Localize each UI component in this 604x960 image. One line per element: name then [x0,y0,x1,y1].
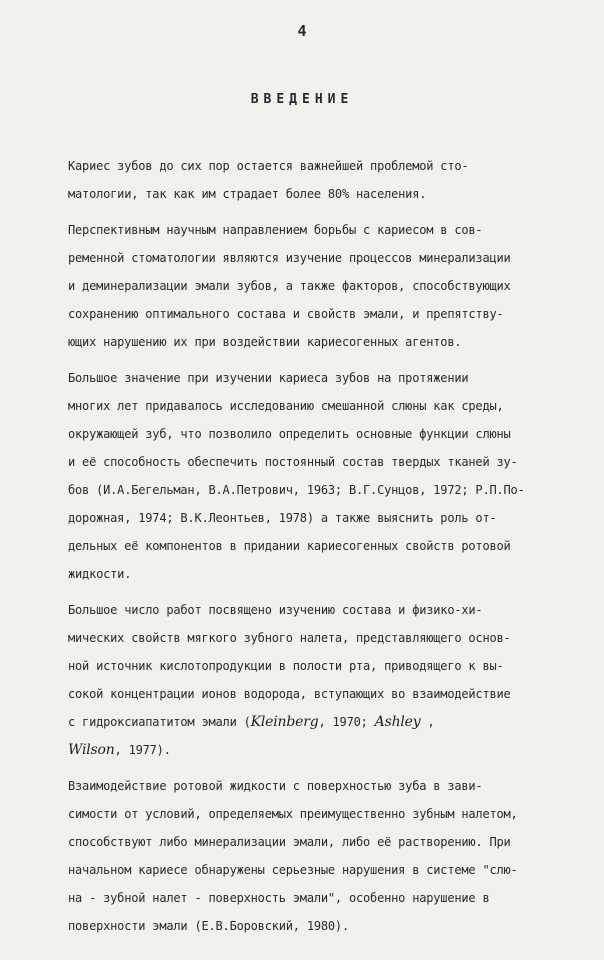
text-line: симости от условий, определяемых преимущественно зубным налетом, [68,807,518,821]
text-line: матологии, так как им страдает более 80% населения. [68,187,427,201]
page-number: 4 [297,22,307,40]
text-line: окружающей зуб, что позволило определить основные функции слюны [68,427,511,441]
text-line: ющих нарушению их при воздействии кариесогенных агентов. [68,335,462,349]
handwritten-author-name: Ashley [374,714,421,730]
text-line: и деминерализации эмали зубов, а также факторов, способствующих [68,279,511,293]
text-line: мических свойств мягкого зубного налета, представляющего основ- [68,631,511,645]
text-line: и её способность обеспечить постоянный состав твердых тканей зу- [68,455,518,469]
text-line: ной источник кислотопродукции в полости рта, приводящего к вы- [68,659,504,673]
text-line: сокой концентрации ионов водорода, вступающих во взаимодействие [68,687,511,701]
typed-text: с гидроксиапатитом эмали ( [68,715,251,729]
text-line: на - зубной налет - поверхность эмали", особенно нарушение в [68,891,490,905]
paragraph [68,216,554,356]
handwritten-author-name: Wilson [68,742,115,758]
paragraph [68,772,554,940]
text-line: Взаимодействие ротовой жидкости с поверхностью зуба в зави- [68,779,483,793]
text-line: Большое значение при изучении кариеса зубов на протяжении [68,371,469,385]
typed-text: , 1970; [318,715,375,729]
typed-text: , 1977). [114,743,171,757]
text-line: способствуют либо минерализации эмали, либо её растворению. При [68,835,511,849]
text-line: сохранению оптимального состава и свойств эмали, и препятству- [68,307,504,321]
text-line: многих лет придавалось исследованию смешанной слюны как среды, [68,399,504,413]
paragraph [68,152,554,208]
text-line: поверхности эмали (Е.В.Боровский, 1980). [68,919,349,933]
text-line: Перспективным научным направлением борьбы с кариесом в сов- [68,223,483,237]
typed-text: , [420,715,435,729]
text-line: дельных её компонентов в придании кариесогенных свойств ротовой [68,539,511,553]
text-line-with-handwriting [68,736,554,764]
handwritten-author-name: Kleinberg [250,714,319,730]
text-line-with-handwriting [68,708,554,736]
section-heading: ВВЕДЕНИЕ [250,92,354,107]
document-body [68,152,554,940]
text-line: ременной стоматологии являются изучение процессов минерализации [68,251,511,265]
text-line: Кариес зубов до сих пор остается важнейшей проблемой сто- [68,159,469,173]
text-line: начальном кариесе обнаружены серьезные нарушения в системе "слю- [68,863,518,877]
paragraph [68,596,554,764]
paragraph [68,364,554,588]
text-line: Большое число работ посвящено изучению состава и физико-хи- [68,603,483,617]
text-line: бов (И.А.Бегельман, В.А.Петрович, 1963; В.Г.Сунцов, 1972; Р.П.По- [68,483,525,497]
text-line: жидкости. [68,567,132,581]
text-line: дорожная, 1974; В.К.Леонтьев, 1978) а также выяснить роль от- [68,511,497,525]
